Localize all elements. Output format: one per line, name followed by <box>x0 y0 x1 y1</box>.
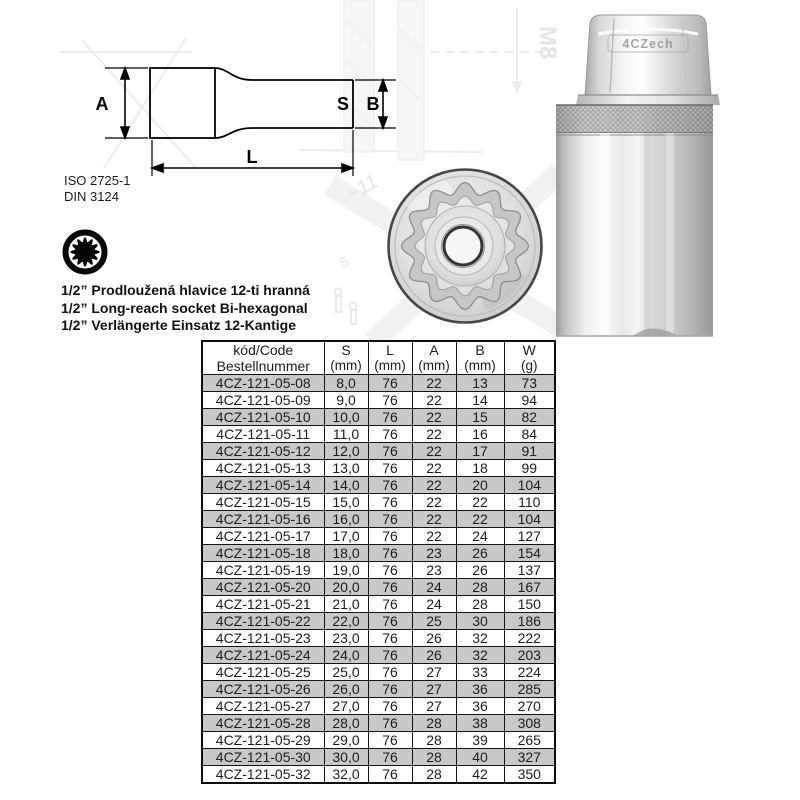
value-cell: 22 <box>412 375 456 392</box>
value-cell: 28,0 <box>324 715 368 732</box>
description-cs: 1/2” Prodloužená hlavice 12-ti hranná <box>61 282 310 298</box>
value-cell: 150 <box>504 596 555 613</box>
value-cell: 76 <box>368 443 412 460</box>
value-cell: 28 <box>412 715 456 732</box>
value-cell: 76 <box>368 681 412 698</box>
code-cell: 4CZ-121-05-16 <box>202 511 324 528</box>
table-row <box>202 460 555 477</box>
value-cell: 26,0 <box>324 681 368 698</box>
value-cell: 22 <box>412 443 456 460</box>
header-a: A (mm) <box>412 341 456 375</box>
value-cell: 22 <box>412 477 456 494</box>
value-cell: 20,0 <box>324 579 368 596</box>
table-row <box>202 579 555 596</box>
code-cell: 4CZ-121-05-18 <box>202 545 324 562</box>
table-row <box>202 698 555 715</box>
value-cell: 16 <box>456 426 504 443</box>
value-cell: 76 <box>368 664 412 681</box>
table-row <box>202 477 555 494</box>
value-cell: 8,0 <box>324 375 368 392</box>
table-row <box>202 375 555 392</box>
code-cell: 4CZ-121-05-10 <box>202 409 324 426</box>
header-b: B (mm) <box>456 341 504 375</box>
value-cell: 22 <box>456 494 504 511</box>
value-cell: 76 <box>368 613 412 630</box>
value-cell: 26 <box>456 545 504 562</box>
code-cell: 4CZ-121-05-19 <box>202 562 324 579</box>
value-cell: 11,0 <box>324 426 368 443</box>
value-cell: 73 <box>504 375 555 392</box>
code-cell: 4CZ-121-05-12 <box>202 443 324 460</box>
value-cell: 28 <box>412 732 456 749</box>
socket-top-view-photo <box>386 166 546 326</box>
code-cell: 4CZ-121-05-11 <box>202 426 324 443</box>
value-cell: 167 <box>504 579 555 596</box>
value-cell: 27,0 <box>324 698 368 715</box>
value-cell: 32,0 <box>324 766 368 784</box>
value-cell: 32 <box>456 630 504 647</box>
value-cell: 17 <box>456 443 504 460</box>
value-cell: 28 <box>412 766 456 784</box>
value-cell: 84 <box>504 426 555 443</box>
value-cell: 327 <box>504 749 555 766</box>
spec-table <box>201 340 556 784</box>
value-cell: 26 <box>456 562 504 579</box>
table-row <box>202 613 555 630</box>
value-cell: 76 <box>368 749 412 766</box>
value-cell: 22 <box>412 494 456 511</box>
code-cell: 4CZ-121-05-22 <box>202 613 324 630</box>
value-cell: 9,0 <box>324 392 368 409</box>
value-cell: 39 <box>456 732 504 749</box>
value-cell: 22 <box>412 392 456 409</box>
value-cell: 22 <box>412 409 456 426</box>
code-cell: 4CZ-121-05-20 <box>202 579 324 596</box>
code-cell: 4CZ-121-05-26 <box>202 681 324 698</box>
bihex-socket-icon <box>61 228 109 276</box>
value-cell: 32 <box>456 647 504 664</box>
value-cell: 24 <box>456 528 504 545</box>
dim-label-l: L <box>246 147 258 167</box>
code-cell: 4CZ-121-05-29 <box>202 732 324 749</box>
value-cell: 27 <box>412 664 456 681</box>
table-row <box>202 664 555 681</box>
code-cell: 4CZ-121-05-25 <box>202 664 324 681</box>
value-cell: 22 <box>456 511 504 528</box>
value-cell: 94 <box>504 392 555 409</box>
value-cell: 76 <box>368 698 412 715</box>
value-cell: 91 <box>504 443 555 460</box>
dim-label-s: S <box>336 94 350 114</box>
value-cell: 222 <box>504 630 555 647</box>
watermark-11-text: ~11 <box>342 170 383 207</box>
value-cell: 38 <box>456 715 504 732</box>
table-row <box>202 494 555 511</box>
header-code-line1: kód/Code <box>233 342 294 358</box>
value-cell: 110 <box>504 494 555 511</box>
code-cell: 4CZ-121-05-24 <box>202 647 324 664</box>
spec-table-header <box>202 341 555 375</box>
table-row <box>202 545 555 562</box>
value-cell: 76 <box>368 477 412 494</box>
value-cell: 104 <box>504 511 555 528</box>
value-cell: 308 <box>504 715 555 732</box>
code-cell: 4CZ-121-05-13 <box>202 460 324 477</box>
table-row <box>202 443 555 460</box>
code-cell: 4CZ-121-05-23 <box>202 630 324 647</box>
value-cell: 203 <box>504 647 555 664</box>
table-row <box>202 715 555 732</box>
table-row <box>202 681 555 698</box>
value-cell: 76 <box>368 494 412 511</box>
value-cell: 23 <box>412 562 456 579</box>
value-cell: 25,0 <box>324 664 368 681</box>
value-cell: 10,0 <box>324 409 368 426</box>
value-cell: 127 <box>504 528 555 545</box>
table-row <box>202 426 555 443</box>
value-cell: 13,0 <box>324 460 368 477</box>
table-row <box>202 596 555 613</box>
value-cell: 23 <box>412 545 456 562</box>
header-s: S (mm) <box>324 341 368 375</box>
value-cell: 15 <box>456 409 504 426</box>
socket-side-view-photo <box>548 5 748 340</box>
value-cell: 22 <box>412 511 456 528</box>
spec-table-grid <box>201 340 556 784</box>
value-cell: 76 <box>368 392 412 409</box>
value-cell: 17,0 <box>324 528 368 545</box>
value-cell: 40 <box>456 749 504 766</box>
table-row <box>202 749 555 766</box>
code-cell: 4CZ-121-05-14 <box>202 477 324 494</box>
value-cell: 13 <box>456 375 504 392</box>
table-row <box>202 409 555 426</box>
value-cell: 28 <box>412 749 456 766</box>
value-cell: 76 <box>368 630 412 647</box>
value-cell: 76 <box>368 766 412 784</box>
header-code <box>202 341 324 375</box>
value-cell: 137 <box>504 562 555 579</box>
table-row <box>202 562 555 579</box>
value-cell: 76 <box>368 732 412 749</box>
value-cell: 14,0 <box>324 477 368 494</box>
value-cell: 154 <box>504 545 555 562</box>
standards-block <box>64 173 131 204</box>
table-row <box>202 647 555 664</box>
value-cell: 76 <box>368 647 412 664</box>
value-cell: 36 <box>456 681 504 698</box>
value-cell: 22,0 <box>324 613 368 630</box>
code-cell: 4CZ-121-05-15 <box>202 494 324 511</box>
code-cell: 4CZ-121-05-30 <box>202 749 324 766</box>
value-cell: 18 <box>456 460 504 477</box>
value-cell: 76 <box>368 545 412 562</box>
description-en: 1/2” Long-reach socket Bi-hexagonal <box>61 299 308 316</box>
code-cell: 4CZ-121-05-09 <box>202 392 324 409</box>
value-cell: 265 <box>504 732 555 749</box>
value-cell: 285 <box>504 681 555 698</box>
value-cell: 30,0 <box>324 749 368 766</box>
value-cell: 76 <box>368 562 412 579</box>
value-cell: 24 <box>412 596 456 613</box>
value-cell: 26 <box>412 647 456 664</box>
value-cell: 270 <box>504 698 555 715</box>
value-cell: 82 <box>504 409 555 426</box>
value-cell: 15,0 <box>324 494 368 511</box>
value-cell: 14 <box>456 392 504 409</box>
table-row <box>202 392 555 409</box>
value-cell: 76 <box>368 511 412 528</box>
value-cell: 104 <box>504 477 555 494</box>
value-cell: 76 <box>368 715 412 732</box>
dim-label-b: B <box>366 94 380 114</box>
value-cell: 350 <box>504 766 555 784</box>
code-cell: 4CZ-121-05-21 <box>202 596 324 613</box>
value-cell: 24 <box>412 579 456 596</box>
value-cell: 19,0 <box>324 562 368 579</box>
din-standard-text: DIN 3124 <box>64 188 119 204</box>
iso-standard-text: ISO 2725-1 <box>64 173 131 188</box>
table-row <box>202 766 555 784</box>
code-cell: 4CZ-121-05-27 <box>202 698 324 715</box>
value-cell: 33 <box>456 664 504 681</box>
spec-table-body <box>202 375 555 784</box>
value-cell: 16,0 <box>324 511 368 528</box>
value-cell: 224 <box>504 664 555 681</box>
value-cell: 76 <box>368 596 412 613</box>
value-cell: 12,0 <box>324 443 368 460</box>
description-de: 1/2” Verlängerte Einsatz 12-Kantige <box>61 317 296 333</box>
watermark-m8-text: M8 <box>534 26 561 60</box>
value-cell: 22 <box>412 460 456 477</box>
value-cell: 27 <box>412 681 456 698</box>
engraved-brand-text: 4CZech <box>622 37 674 51</box>
value-cell: 22 <box>412 528 456 545</box>
value-cell: 27 <box>412 698 456 715</box>
code-cell: 4CZ-121-05-17 <box>202 528 324 545</box>
value-cell: 76 <box>368 460 412 477</box>
value-cell: 28 <box>456 596 504 613</box>
value-cell: 26 <box>412 630 456 647</box>
value-cell: 42 <box>456 766 504 784</box>
header-code-line2: Bestellnummer <box>216 358 310 374</box>
value-cell: 20 <box>456 477 504 494</box>
table-row <box>202 732 555 749</box>
value-cell: 76 <box>368 375 412 392</box>
product-descriptions <box>61 282 310 335</box>
value-cell: 186 <box>504 613 555 630</box>
header-l: L (mm) <box>368 341 412 375</box>
value-cell: 36 <box>456 698 504 715</box>
value-cell: 76 <box>368 409 412 426</box>
value-cell: 29,0 <box>324 732 368 749</box>
value-cell: 76 <box>368 579 412 596</box>
value-cell: 21,0 <box>324 596 368 613</box>
table-row <box>202 511 555 528</box>
value-cell: 24,0 <box>324 647 368 664</box>
value-cell: 25 <box>412 613 456 630</box>
value-cell: 28 <box>456 579 504 596</box>
value-cell: 22 <box>412 426 456 443</box>
value-cell: 23,0 <box>324 630 368 647</box>
table-row <box>202 528 555 545</box>
value-cell: 76 <box>368 426 412 443</box>
header-w: W (g) <box>504 341 555 375</box>
value-cell: 18,0 <box>324 545 368 562</box>
value-cell: 99 <box>504 460 555 477</box>
value-cell: 30 <box>456 613 504 630</box>
dim-label-a: A <box>95 94 109 114</box>
code-cell: 4CZ-121-05-32 <box>202 766 324 784</box>
code-cell: 4CZ-121-05-08 <box>202 375 324 392</box>
code-cell: 4CZ-121-05-28 <box>202 715 324 732</box>
watermark-5-text: 5 <box>337 253 352 272</box>
value-cell: 76 <box>368 528 412 545</box>
table-row <box>202 630 555 647</box>
